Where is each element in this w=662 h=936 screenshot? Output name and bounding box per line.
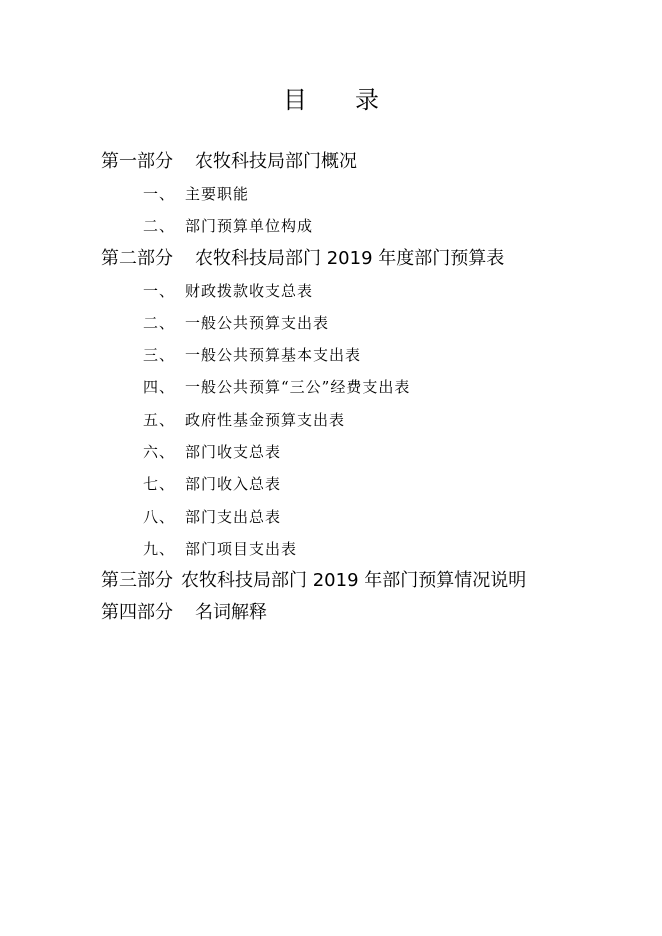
toc-item[interactable] bbox=[101, 533, 621, 565]
toc-item[interactable] bbox=[101, 178, 621, 210]
title-char-2: 录 bbox=[355, 86, 379, 114]
item-number: 七、 bbox=[143, 475, 176, 494]
toc-item[interactable] bbox=[101, 436, 621, 468]
toc-item[interactable] bbox=[101, 275, 621, 307]
item-title: 部门预算单位构成 bbox=[185, 217, 314, 236]
item-title: 部门收入总表 bbox=[185, 475, 282, 494]
part-title: 农牧科技局部门概况 bbox=[195, 151, 357, 172]
item-title: 部门支出总表 bbox=[185, 507, 282, 526]
item-number: 九、 bbox=[143, 539, 176, 558]
item-title: 财政拨款收支总表 bbox=[185, 281, 314, 300]
item-number: 八、 bbox=[143, 507, 176, 526]
item-number: 四、 bbox=[143, 378, 176, 397]
item-title: 一般公共预算“三公”经费支出表 bbox=[185, 378, 411, 397]
item-title: 主要职能 bbox=[185, 185, 250, 203]
part-title: 名词解释 bbox=[195, 602, 267, 624]
item-title: 一般公共预算基本支出表 bbox=[185, 346, 362, 365]
title-char-1: 目 bbox=[283, 86, 307, 114]
toc-part-2[interactable] bbox=[101, 243, 621, 275]
toc-item[interactable] bbox=[101, 468, 621, 500]
page-title bbox=[0, 80, 662, 115]
item-number: 五、 bbox=[143, 410, 176, 429]
toc-item[interactable] bbox=[101, 339, 621, 371]
item-number: 二、 bbox=[143, 217, 176, 236]
part-label: 第一部分 bbox=[101, 151, 173, 172]
toc-part-4[interactable] bbox=[101, 597, 621, 629]
toc-item[interactable] bbox=[101, 371, 621, 403]
part-label: 第三部分 bbox=[101, 570, 173, 592]
item-title: 一般公共预算支出表 bbox=[185, 313, 330, 332]
part-label: 第四部分 bbox=[101, 602, 173, 624]
item-title: 政府性基金预算支出表 bbox=[185, 410, 346, 429]
toc-part-3[interactable] bbox=[101, 565, 621, 597]
item-number: 二、 bbox=[143, 313, 176, 332]
toc-item[interactable] bbox=[101, 501, 621, 533]
item-title: 部门项目支出表 bbox=[185, 539, 298, 558]
item-title: 部门收支总表 bbox=[185, 443, 282, 462]
part-label: 第二部分 bbox=[101, 247, 173, 269]
item-number: 一、 bbox=[143, 281, 176, 300]
toc-item[interactable] bbox=[101, 404, 621, 436]
part-title: 农牧科技局部门 2019 年度部门预算表 bbox=[195, 247, 505, 269]
table-of-contents bbox=[101, 146, 621, 629]
item-number: 一、 bbox=[143, 185, 176, 203]
toc-item[interactable] bbox=[101, 307, 621, 339]
item-number: 三、 bbox=[143, 346, 176, 365]
toc-part-1[interactable] bbox=[101, 146, 621, 178]
part-title: 农牧科技局部门 2019 年部门预算情况说明 bbox=[181, 570, 527, 592]
toc-item[interactable] bbox=[101, 210, 621, 242]
item-number: 六、 bbox=[143, 443, 176, 462]
